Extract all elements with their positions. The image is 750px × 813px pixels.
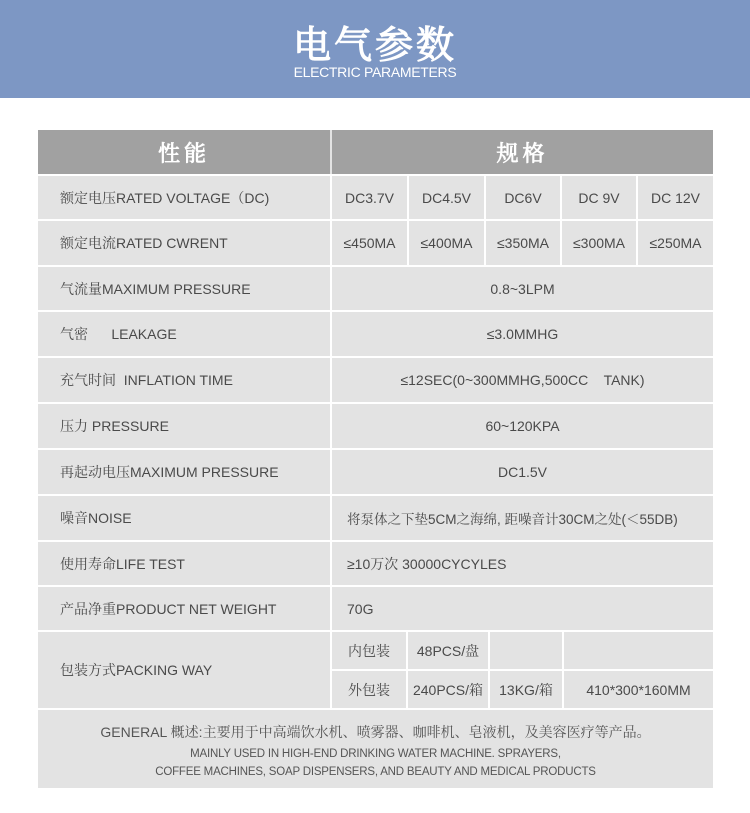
page-title: 电气参数	[292, 23, 457, 67]
airflow-value: 0.8~3LPM	[490, 280, 555, 297]
current-value: ≤450MA	[343, 235, 396, 251]
voltage-value: DC 9V	[578, 189, 620, 206]
current-value: ≤350MA	[496, 235, 550, 251]
leakage-value: ≤3.0MMHG	[486, 326, 559, 342]
column-header-performance: 性能	[38, 130, 330, 174]
general-description-en-line2: COFFEE MACHINES, SOAP DISPENSERS, AND BEAUTY AND MEDICAL PRODUCTS	[155, 766, 596, 778]
general-description-cn: GENERAL 概述:主要用于中高端饮水机、喷雾器、咖啡机、皂液机，及美容医疗等产品。	[100, 724, 651, 740]
current-value: ≤300MA	[572, 235, 626, 251]
page-subtitle: ELECTRIC PARAMETERS	[293, 64, 457, 80]
row-label-net-weight: 产品净重PRODUCT NET WEIGHT	[60, 600, 277, 617]
title-banner	[0, 0, 750, 98]
row-label-pressure: 压力 PRESSURE	[60, 418, 169, 434]
packing-outer-quantity: 240PCS/箱	[412, 681, 484, 698]
current-value: ≤250MA	[649, 235, 702, 251]
general-description	[38, 708, 713, 788]
packing-outer-dimensions: 410*300*160MM	[586, 681, 691, 698]
pressure-value: 60~120KPA	[485, 418, 560, 434]
life-test-value: ≥10万次 30000CYCYLES	[347, 555, 507, 572]
row-label-noise: 噪音NOISE	[60, 510, 132, 526]
packing-outer-label: 外包装	[348, 681, 390, 698]
row-label-current: 额定电流RATED CWRENT	[60, 235, 228, 251]
row-label-airflow: 气流量MAXIMUM PRESSURE	[60, 280, 251, 297]
inflation-time-value: ≤12SEC(0~300MMHG,500CC TANK)	[400, 372, 645, 388]
row-label-inflation-time: 充气时间 INFLATION TIME	[60, 372, 233, 388]
restart-voltage-value: DC1.5V	[497, 464, 548, 480]
row-label-restart-voltage: 再起动电压MAXIMUM PRESSURE	[60, 464, 279, 480]
net-weight-value: 70G	[347, 600, 374, 617]
voltage-value: DC4.5V	[421, 189, 472, 206]
voltage-value: DC6V	[504, 189, 542, 206]
row-label-life-test: 使用寿命LIFE TEST	[60, 555, 185, 572]
row-label-voltage: 额定电压RATED VOLTAGE（DC)	[60, 189, 270, 206]
voltage-value: DC 12V	[650, 189, 701, 206]
packing-inner-label: 内包装	[348, 642, 390, 659]
current-value: ≤400MA	[420, 235, 473, 251]
voltage-value: DC3.7V	[344, 189, 395, 206]
parameters-table	[38, 130, 713, 788]
general-description-en-line1: MAINLY USED IN HIGH-END DRINKING WATER MACHINE. SPRAYERS,	[190, 748, 561, 760]
row-label-leakage: 气密 LEAKAGE	[60, 326, 177, 342]
row-label-packing: 包装方式PACKING WAY	[60, 662, 213, 678]
packing-outer-weight: 13KG/箱	[499, 681, 553, 698]
packing-inner-quantity: 48PCS/盘	[416, 642, 480, 659]
noise-value: 将泵体之下垫5CM之海绵, 距噪音计30CM之处(＜55DB)	[347, 512, 678, 527]
column-header-specification: 规格	[332, 130, 713, 174]
